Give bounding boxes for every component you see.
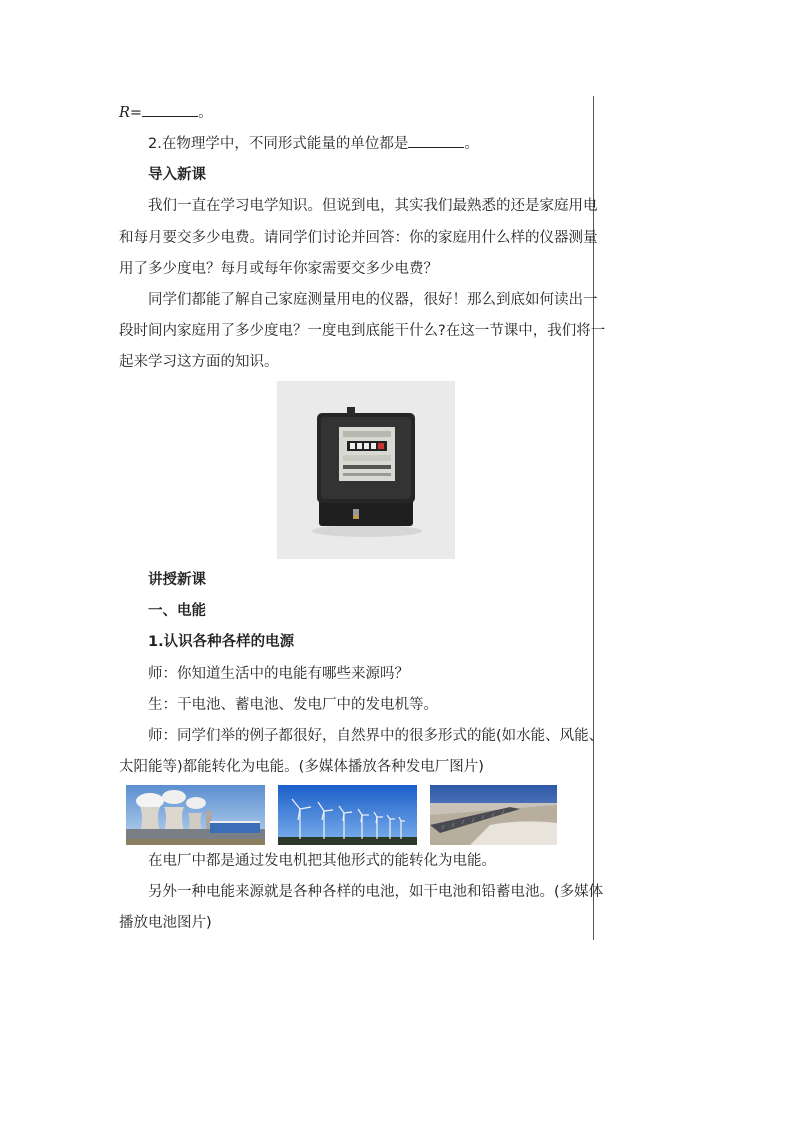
answer-blank-1: [142, 104, 198, 117]
paragraph-1-line-3: 用了多少度电？每月或每年你家需要交多少电费？: [119, 261, 438, 277]
r-formula-line: [119, 103, 213, 123]
answer-blank-2: [408, 135, 464, 148]
battery-line-2: 播放电池图片): [119, 915, 212, 931]
battery-line-1: 另外一种电能来源就是各种各样的电池，如干电池和铅蓄电池。(多媒体: [148, 884, 604, 900]
wind-farm-image: [278, 785, 417, 845]
teacher-question: 师：你知道生活中的电能有哪些来源吗？: [148, 666, 409, 682]
period-2: 。: [464, 136, 479, 152]
teach-heading: 讲授新课: [148, 572, 206, 588]
period-1: 。: [198, 105, 213, 121]
section-1-title: 一、电能: [148, 603, 206, 619]
paragraph-2-line-3: 起来学习这方面的知识。: [119, 354, 279, 370]
paragraph-2-line-2: 段时间内家庭用了多少度电？一度电到底能干什么?在这一节课中，我们将一: [119, 323, 606, 339]
teacher-remark-line-1: 师：同学们举的例子都很好，自然界中的很多形式的能(如水能、风能、: [148, 728, 604, 744]
paragraph-2-line-1: 同学们都能了解自己家庭测量用电的仪器，很好！那么到底如何读出一: [148, 292, 598, 308]
electricity-meter-image: [277, 381, 455, 559]
student-answer: 生：干电池、蓄电池、发电厂中的发电机等。: [148, 697, 438, 713]
tidal-power-station-image: [430, 785, 557, 845]
r-symbol: R: [119, 105, 130, 121]
question-2-line: [148, 134, 479, 154]
intro-heading: 导入新课: [148, 167, 206, 183]
paragraph-1-line-1: 我们一直在学习电学知识。但说到电，其实我们最熟悉的还是家庭用电: [148, 198, 598, 214]
paragraph-1-line-2: 和每月要交多少电费。请同学们讨论并回答：你的家庭用什么样的仪器测量: [119, 230, 598, 246]
teacher-remark-line-2: 太阳能等)都能转化为电能。(多媒体播放各种发电厂图片): [119, 759, 484, 775]
question-2-text: 2.在物理学中，不同形式能量的单位都是: [148, 136, 409, 152]
page-margin-line: [593, 96, 594, 940]
power-plant-sentence: 在电厂中都是通过发电机把其他形式的能转化为电能。: [148, 853, 496, 869]
subsection-1-title: 1.认识各种各样的电源: [148, 634, 295, 650]
equals-sign: =: [129, 105, 143, 121]
thermal-power-plant-image: [126, 785, 265, 845]
